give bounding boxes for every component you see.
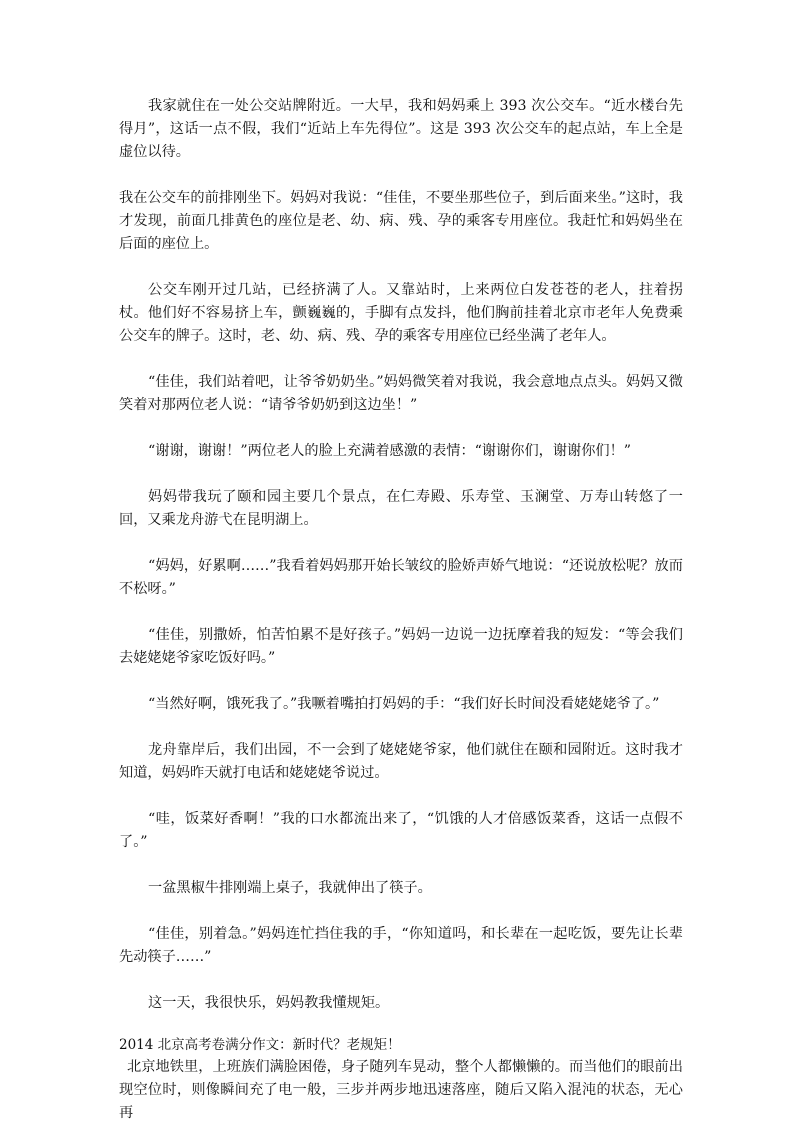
paragraph-4: “佳佳，我们站着吧，让爷爷奶奶坐。”妈妈微笑着对我说，我会意地点点头。妈妈又微笑着对那两位老人说：“请爷爷奶奶到这边坐！” bbox=[119, 374, 683, 413]
paragraph-13: “佳佳，别着急。”妈妈连忙挡住我的手，“你知道吗，和长辈在一起吃饭，要先让长辈先动筷子……” bbox=[119, 926, 683, 965]
paragraph-5: “谢谢，谢谢！”两位老人的脸上充满着感激的表情：“谢谢你们，谢谢你们！” bbox=[148, 443, 632, 459]
paragraph-last: 北京地铁里，上班族们满脸困倦，身子随列车晃动，整个人都懒懒的。而当他们的眼前出现空位时，则像瞬间充了电一般，三步并两步地迅速落座，随后又陷入混沌的状态，无心再 bbox=[119, 1059, 683, 1121]
essay-heading: 2014 北京高考卷满分作文：新时代？老规矩！ bbox=[119, 1037, 401, 1053]
paragraph-12: 一盆黑椒牛排刚端上桌子，我就伸出了筷子。 bbox=[148, 880, 432, 896]
paragraph-11: “哇，饭菜好香啊！”我的口水都流出来了，“饥饿的人才倍感饭菜香，这话一点假不了。” bbox=[119, 811, 683, 850]
paragraph-8: “佳佳，别撒娇，怕苦怕累不是好孩子。”妈妈一边说一边抚摩着我的短发：“等会我们去姥姥姥爷家吃饭好吗。” bbox=[119, 627, 683, 666]
paragraph-1: 我家就住在一处公交站牌附近。一大早，我和妈妈乘上 393 次公交车。“近水楼台先得月”，这话一点不假，我们“近站上车先得位”。这是 393 次公交车的起点站，车上全是虚位以待。 bbox=[119, 98, 683, 160]
paragraph-10: 龙舟靠岸后，我们出园，不一会到了姥姥姥爷家，他们就住在颐和园附近。这时我才知道，妈妈昨天就打电话和姥姥姥爷说过。 bbox=[119, 742, 683, 781]
paragraph-2: 我在公交车的前排刚坐下。妈妈对我说：“佳佳，不要坐那些位子，到后面来坐。”这时，我才发现，前面几排黄色的座位是老、幼、病、残、孕的乘客专用座位。我赶忙和妈妈坐在后面的座位上。 bbox=[119, 190, 683, 252]
paragraph-7: “妈妈，好累啊……”我看着妈妈那开始长皱纹的脸娇声娇气地说：“还说放松呢？放而不松呀。” bbox=[119, 558, 683, 597]
paragraph-14: 这一天，我很快乐，妈妈教我懂规矩。 bbox=[148, 995, 390, 1011]
paragraph-9: “当然好啊，饿死我了。”我噘着嘴拍打妈妈的手：“我们好长时间没看姥姥姥爷了。” bbox=[148, 696, 660, 712]
paragraph-3: 公交车刚开过几站，已经挤满了人。又靠站时，上来两位白发苍苍的老人，拄着拐杖。他们好不容易挤上车，颤巍巍的，手脚有点发抖，他们胸前挂着北京市老年人免费乘公交车的牌子。这时，老、幼、病、残、孕的乘客专用座位已经坐满了老年人。 bbox=[119, 282, 683, 344]
paragraph-6: 妈妈带我玩了颐和园主要几个景点，在仁寿殿、乐寿堂、玉澜堂、万寿山转悠了一回，又乘龙舟游弋在昆明湖上。 bbox=[119, 489, 683, 528]
document-page bbox=[119, 95, 683, 1125]
